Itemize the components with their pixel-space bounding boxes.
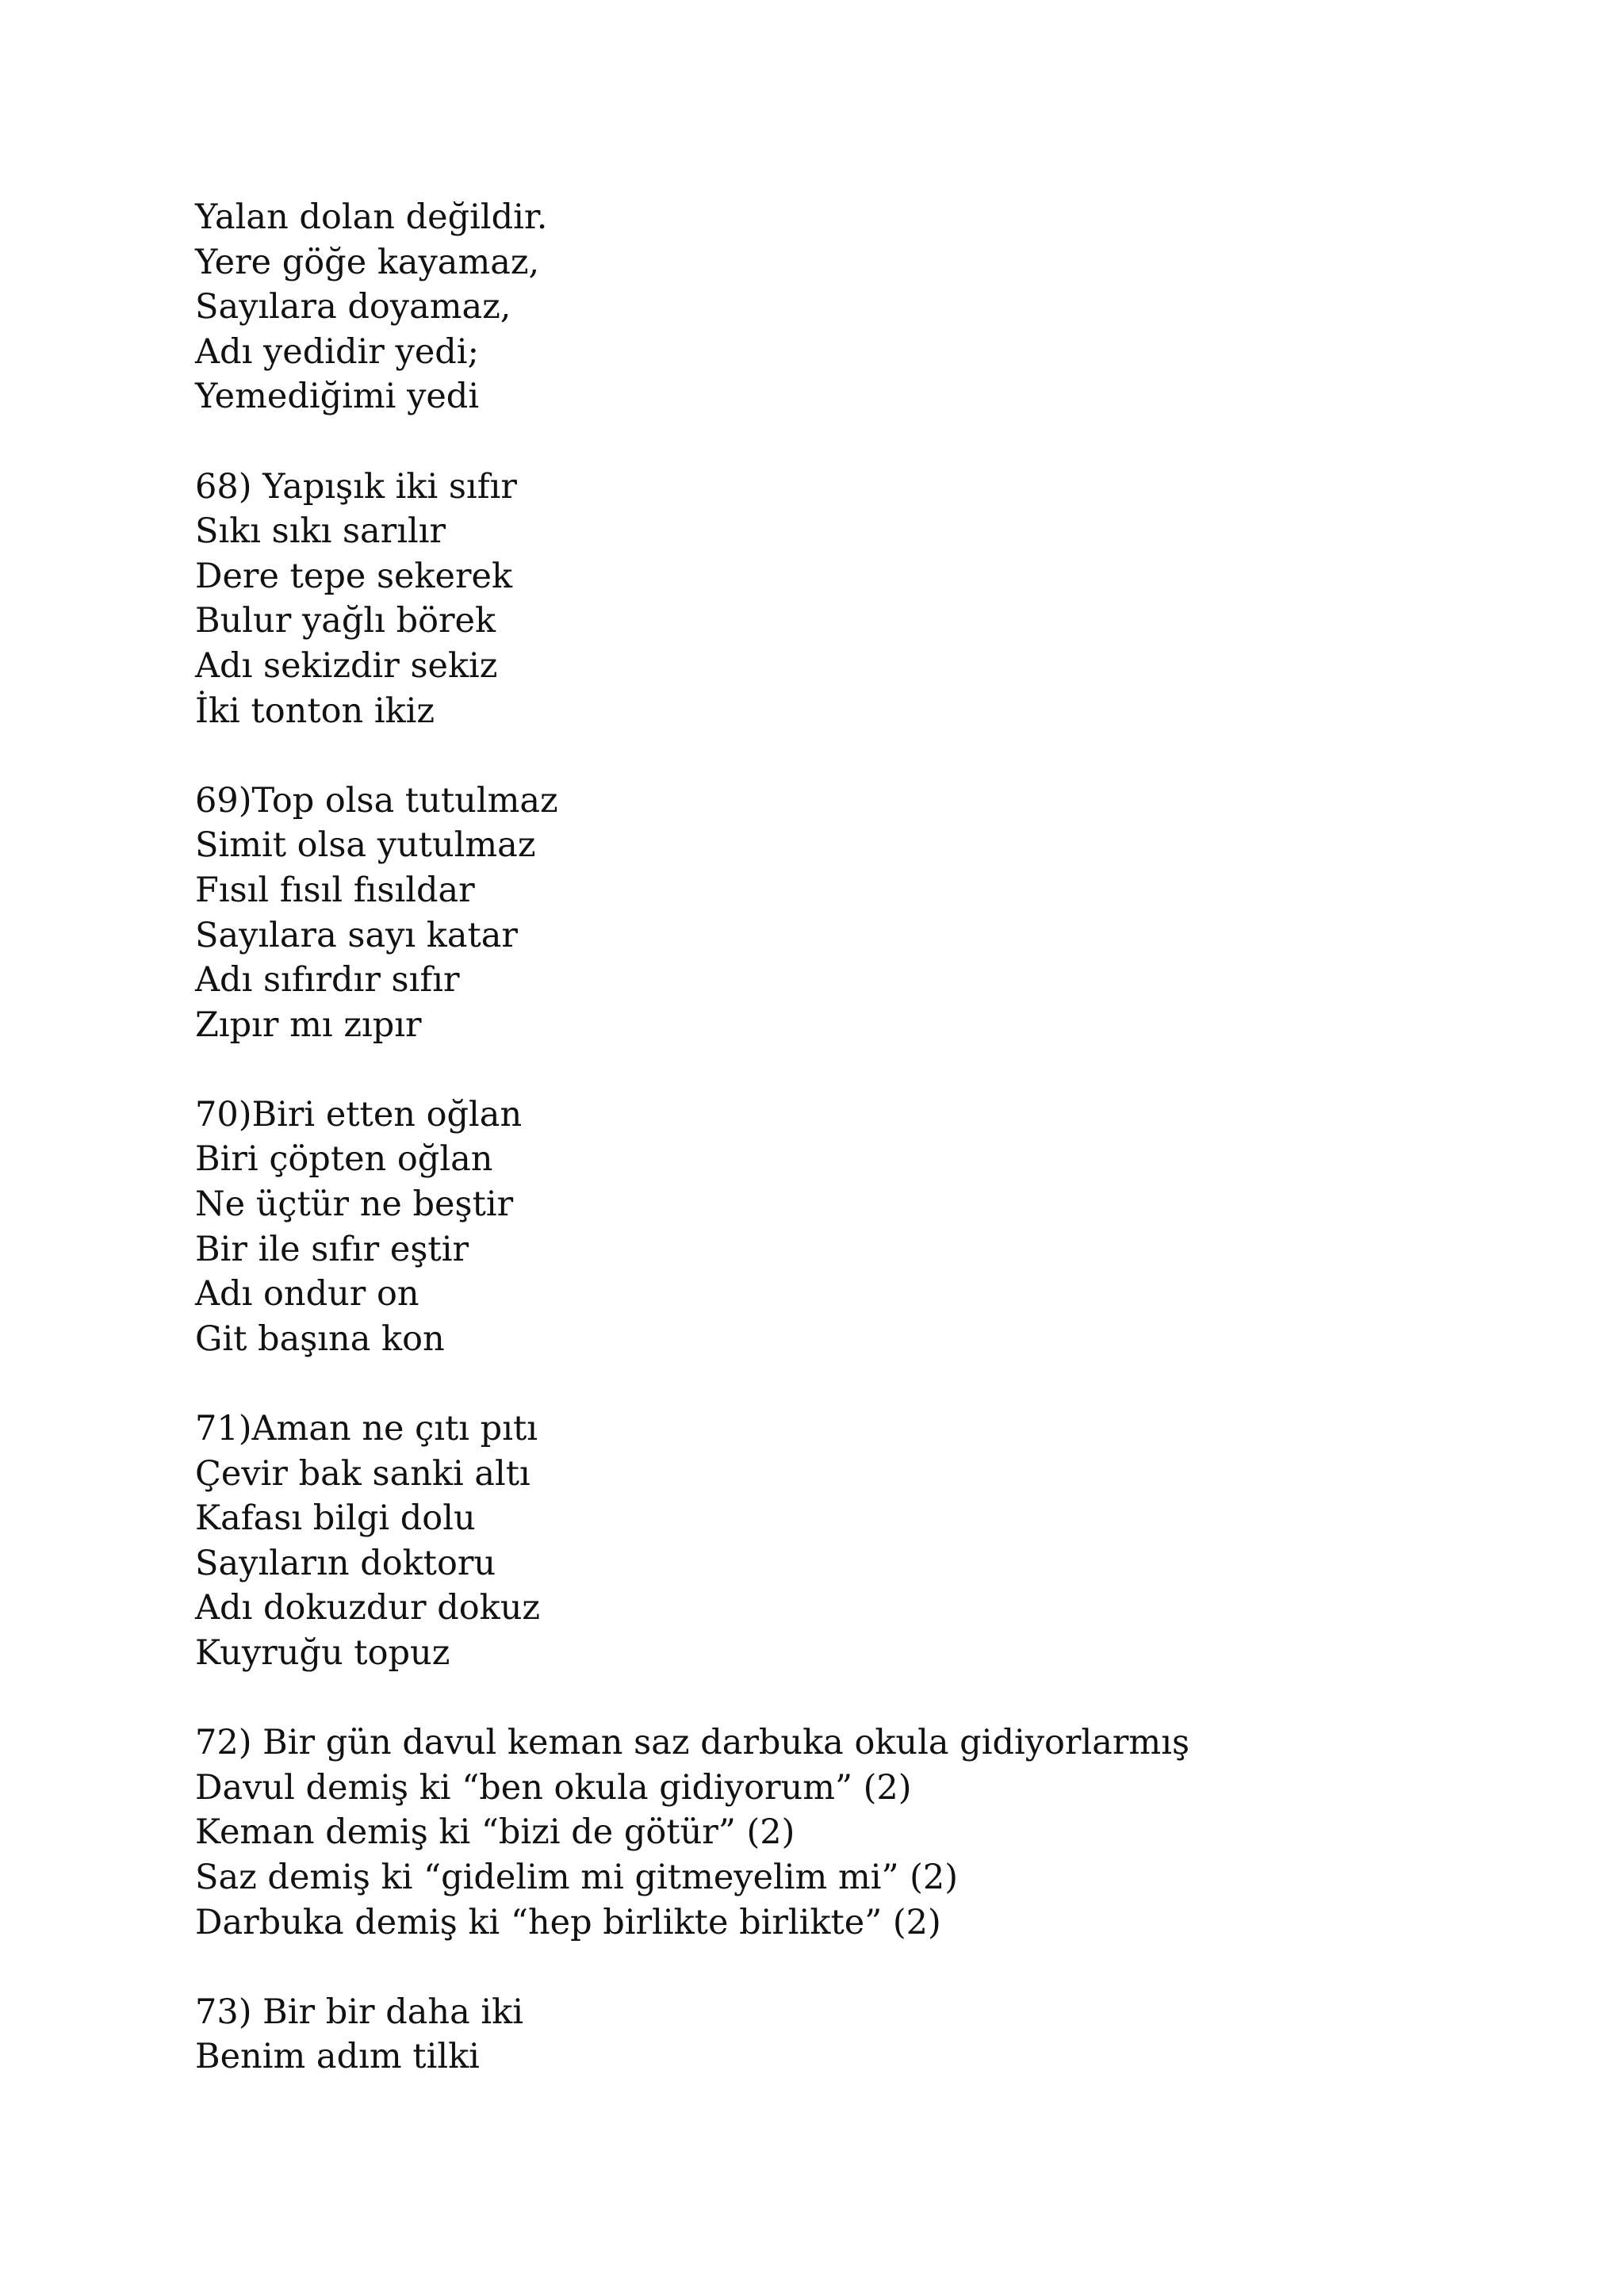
poem-line: Kuyruğu topuz (195, 1633, 450, 1673)
poem-line: Bulur yağlı börek (195, 601, 496, 641)
poem-line: Sıkı sıkı sarılır (195, 511, 446, 552)
poem-line: Adı dokuzdur dokuz (195, 1588, 541, 1628)
poem-line: Bir ile sıfır eştir (195, 1229, 469, 1269)
stanza-1 (195, 195, 1543, 419)
stanza-68 (195, 465, 1543, 734)
poem-line: 69)Top olsa tutulmaz (195, 780, 558, 821)
poem-line: 71)Aman ne çıtı pıtı (195, 1409, 538, 1449)
poem-text-block (195, 195, 1543, 2080)
poem-line: Ne üçtür ne beştir (195, 1184, 514, 1225)
poem-line: Benim adım tilki (195, 2037, 480, 2077)
poem-line: 70)Biri etten oğlan (195, 1094, 523, 1135)
poem-line: Çevir bak sanki altı (195, 1453, 530, 1494)
poem-line: Yalan dolan değildir. (195, 197, 548, 237)
poem-line: Davul demiş ki “ben okula gidiyorum” (2) (195, 1767, 912, 1808)
poem-line: Keman demiş ki “bizi de götür” (2) (195, 1812, 795, 1853)
stanza-70 (195, 1093, 1543, 1362)
stanza-73 (195, 1990, 1543, 2080)
poem-line: Kafası bilgi dolu (195, 1498, 476, 1539)
poem-line: Sayılara doyamaz, (195, 287, 511, 327)
poem-line: Adı yedidir yedi; (195, 331, 480, 372)
poem-line: Biri çöpten oğlan (195, 1139, 493, 1180)
poem-line: İki tonton ikiz (195, 691, 435, 731)
stanza-69 (195, 779, 1543, 1048)
stanza-71 (195, 1406, 1543, 1676)
poem-line: Darbuka demiş ki “hep birlikte birlikte” (2) (195, 1902, 941, 1942)
poem-line: Adı ondur on (195, 1274, 419, 1314)
poem-line: Fısıl fısıl fısıldar (195, 870, 475, 910)
poem-line: 72) Bir gün davul keman saz darbuka okula gidiyorlarmış (195, 1723, 1190, 1763)
poem-line: Git başına kon (195, 1318, 445, 1359)
poem-line: Adı sekizdir sekiz (195, 645, 498, 686)
poem-line: Sayıların doktoru (195, 1543, 496, 1583)
poem-line: Simit olsa yutulmaz (195, 825, 536, 866)
poem-line: Dere tepe sekerek (195, 556, 513, 596)
poem-line: Yemediğimi yedi (195, 377, 480, 417)
poem-line: Saz demiş ki “gidelim mi gitmeyelim mi” (2) (195, 1857, 959, 1897)
poem-line: 73) Bir bir daha iki (195, 1992, 523, 2032)
poem-line: Adı sıfırdır sıfır (195, 960, 460, 1001)
poem-line: Yere göğe kayamaz, (195, 242, 540, 282)
stanza-72 (195, 1720, 1543, 1945)
poem-line: Sayılara sayı katar (195, 915, 518, 955)
poem-line: Zıpır mı zıpır (195, 1004, 422, 1045)
poem-line: 68) Yapışık iki sıfır (195, 466, 517, 507)
